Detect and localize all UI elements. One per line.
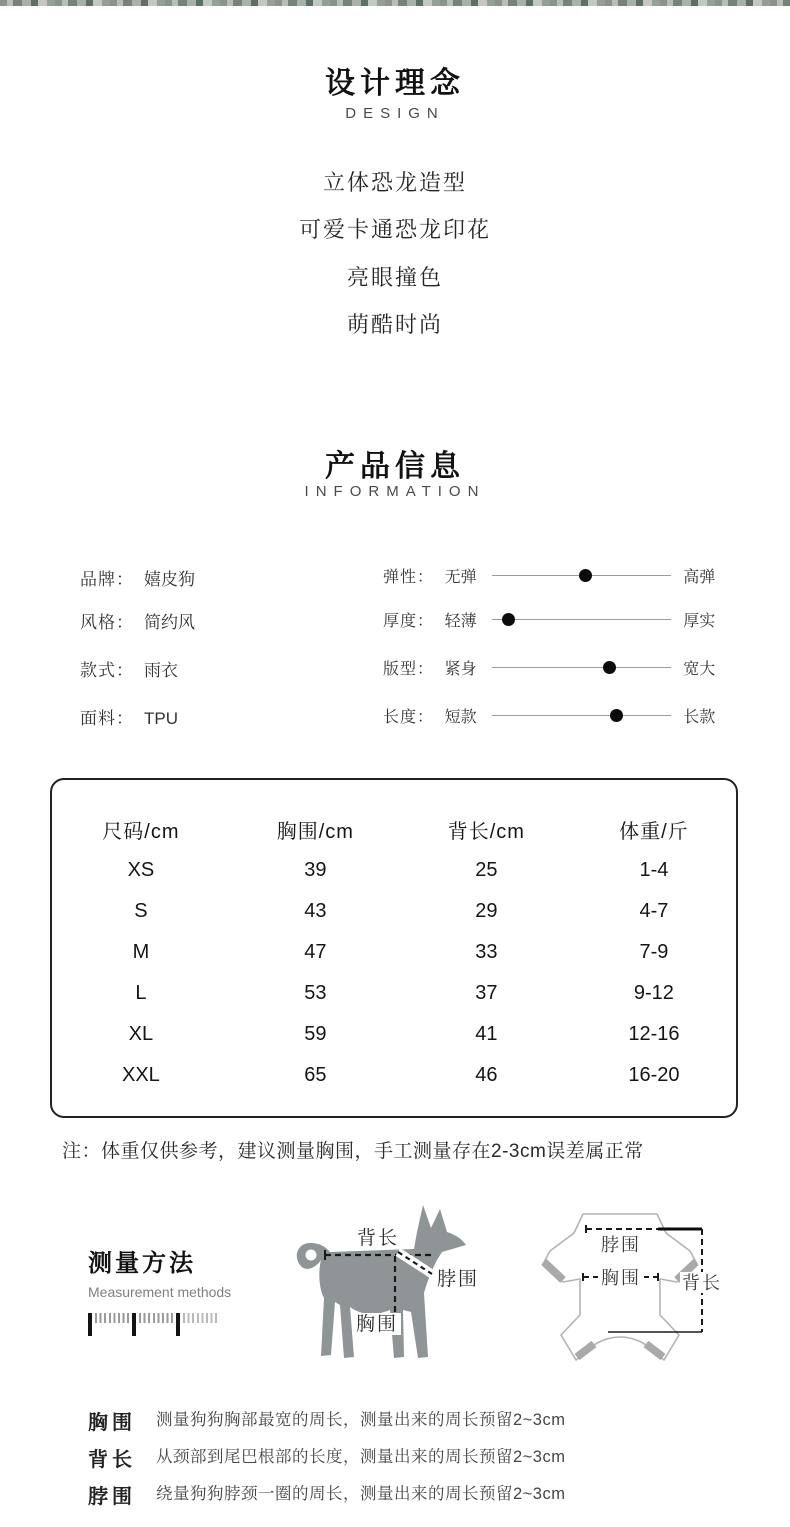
slider-min-label: 紧身 xyxy=(444,661,477,678)
top-photo-edge xyxy=(0,0,790,6)
definition-term: 胸围 xyxy=(88,1412,136,1434)
definition-term: 脖围 xyxy=(88,1486,136,1508)
info-section-subtitle: INFORMATION xyxy=(304,483,486,500)
feature-item: 可爱卡通恐龙印花 xyxy=(298,217,491,242)
slider-thickness xyxy=(383,608,723,631)
size-table-header: 尺码/cm xyxy=(102,821,180,843)
slider-dot xyxy=(610,709,623,722)
slider-elasticity xyxy=(383,564,723,587)
dog-neck-label: 脖围 xyxy=(436,1269,480,1290)
attribute-type xyxy=(80,656,178,681)
slider-max-label: 高弹 xyxy=(683,569,716,586)
attribute-label: 面料： xyxy=(80,709,134,728)
attribute-label: 款式： xyxy=(80,661,134,680)
table-cell-weight: 16-20 xyxy=(628,1064,680,1086)
ruler-graphic xyxy=(88,1313,222,1336)
slider-dot xyxy=(502,613,515,626)
garment-chest-label: 胸围 xyxy=(601,1268,641,1288)
slider-label: 弹性： xyxy=(383,569,435,586)
table-cell-back: 46 xyxy=(475,1064,498,1086)
table-cell-back: 29 xyxy=(475,900,498,922)
table-cell-size: L xyxy=(135,982,147,1004)
table-cell-weight: 7-9 xyxy=(639,941,669,963)
slider-label: 厚度： xyxy=(383,613,435,630)
definition-term: 背长 xyxy=(88,1449,136,1471)
attribute-value: TPU xyxy=(144,709,178,728)
slider-track xyxy=(492,619,671,620)
slider-dot xyxy=(603,661,616,674)
table-cell-size: S xyxy=(134,900,148,922)
slider-fit xyxy=(383,656,723,679)
table-cell-back: 33 xyxy=(475,941,498,963)
table-cell-chest: 59 xyxy=(304,1023,327,1045)
table-cell-back: 37 xyxy=(475,982,498,1004)
info-section-title: 产品信息 xyxy=(325,450,465,483)
dog-back-label: 背长 xyxy=(356,1228,400,1249)
table-cell-back: 25 xyxy=(475,859,498,881)
dog-chest-label: 胸围 xyxy=(355,1314,399,1335)
design-section-title: 设计理念 xyxy=(325,67,465,100)
table-cell-chest: 39 xyxy=(304,859,327,881)
slider-min-label: 无弹 xyxy=(444,569,477,586)
attribute-style xyxy=(80,608,195,633)
attribute-label: 风格： xyxy=(80,613,134,632)
table-cell-weight: 4-7 xyxy=(639,900,669,922)
slider-min-label: 短款 xyxy=(444,709,477,726)
slider-length xyxy=(383,704,723,727)
table-cell-size: M xyxy=(132,941,150,963)
table-cell-chest: 65 xyxy=(304,1064,327,1086)
slider-max-label: 长款 xyxy=(683,709,716,726)
dog-measure-diagram xyxy=(290,1202,535,1367)
table-cell-weight: 12-16 xyxy=(628,1023,680,1045)
definition-desc: 绕量狗狗脖颈一圈的周长，测量出来的周长预留2~3cm xyxy=(156,1485,566,1503)
size-table-header: 背长/cm xyxy=(447,821,525,843)
slider-label: 长度： xyxy=(383,709,435,726)
feature-item: 立体恐龙造型 xyxy=(322,170,467,195)
size-table-header: 体重/斤 xyxy=(619,821,689,843)
table-cell-size: XS xyxy=(127,859,155,881)
slider-max-label: 宽大 xyxy=(683,661,716,678)
feature-item: 萌酷时尚 xyxy=(346,312,443,337)
size-table xyxy=(50,778,738,1118)
feature-item: 亮眼撞色 xyxy=(346,265,443,290)
attribute-value: 嬉皮狗 xyxy=(144,570,195,589)
dog-tail-gap xyxy=(306,1250,317,1261)
garment-neck-label: 脖围 xyxy=(601,1235,641,1255)
garment-back-label: 背长 xyxy=(682,1273,722,1293)
table-cell-size: XXL xyxy=(122,1064,160,1086)
definition-desc: 从颈部到尾巴根部的长度，测量出来的周长预留2~3cm xyxy=(156,1448,566,1466)
table-cell-back: 41 xyxy=(475,1023,498,1045)
definition-desc: 测量狗狗胸部最宽的周长，测量出来的周长预留2~3cm xyxy=(156,1411,566,1429)
garment-measure-diagram xyxy=(530,1208,740,1373)
slider-label: 版型： xyxy=(383,661,435,678)
table-cell-chest: 43 xyxy=(304,900,327,922)
slider-min-label: 轻薄 xyxy=(444,613,477,630)
attribute-brand xyxy=(80,565,195,590)
design-section-subtitle: DESIGN xyxy=(345,105,445,122)
size-table-header: 胸围/cm xyxy=(276,821,354,843)
slider-max-label: 厚实 xyxy=(683,613,716,630)
measure-section-title: 测量方法 xyxy=(88,1250,196,1277)
table-cell-size: XL xyxy=(128,1023,154,1045)
slider-track xyxy=(492,667,671,668)
table-cell-chest: 47 xyxy=(304,941,327,963)
slider-track xyxy=(492,575,671,576)
size-note: 注：体重仅供参考，建议测量胸围，手工测量存在2-3cm误差属正常 xyxy=(62,1141,644,1162)
attribute-label: 品牌： xyxy=(80,570,134,589)
attribute-value: 雨衣 xyxy=(144,661,178,680)
attribute-fabric xyxy=(80,704,178,729)
table-cell-chest: 53 xyxy=(304,982,327,1004)
table-cell-weight: 9-12 xyxy=(633,982,674,1004)
attribute-value: 简约风 xyxy=(144,613,195,632)
slider-dot xyxy=(579,569,592,582)
slider-track xyxy=(492,715,671,716)
measure-section-subtitle: Measurement methods xyxy=(88,1284,232,1300)
table-cell-weight: 1-4 xyxy=(639,859,669,881)
